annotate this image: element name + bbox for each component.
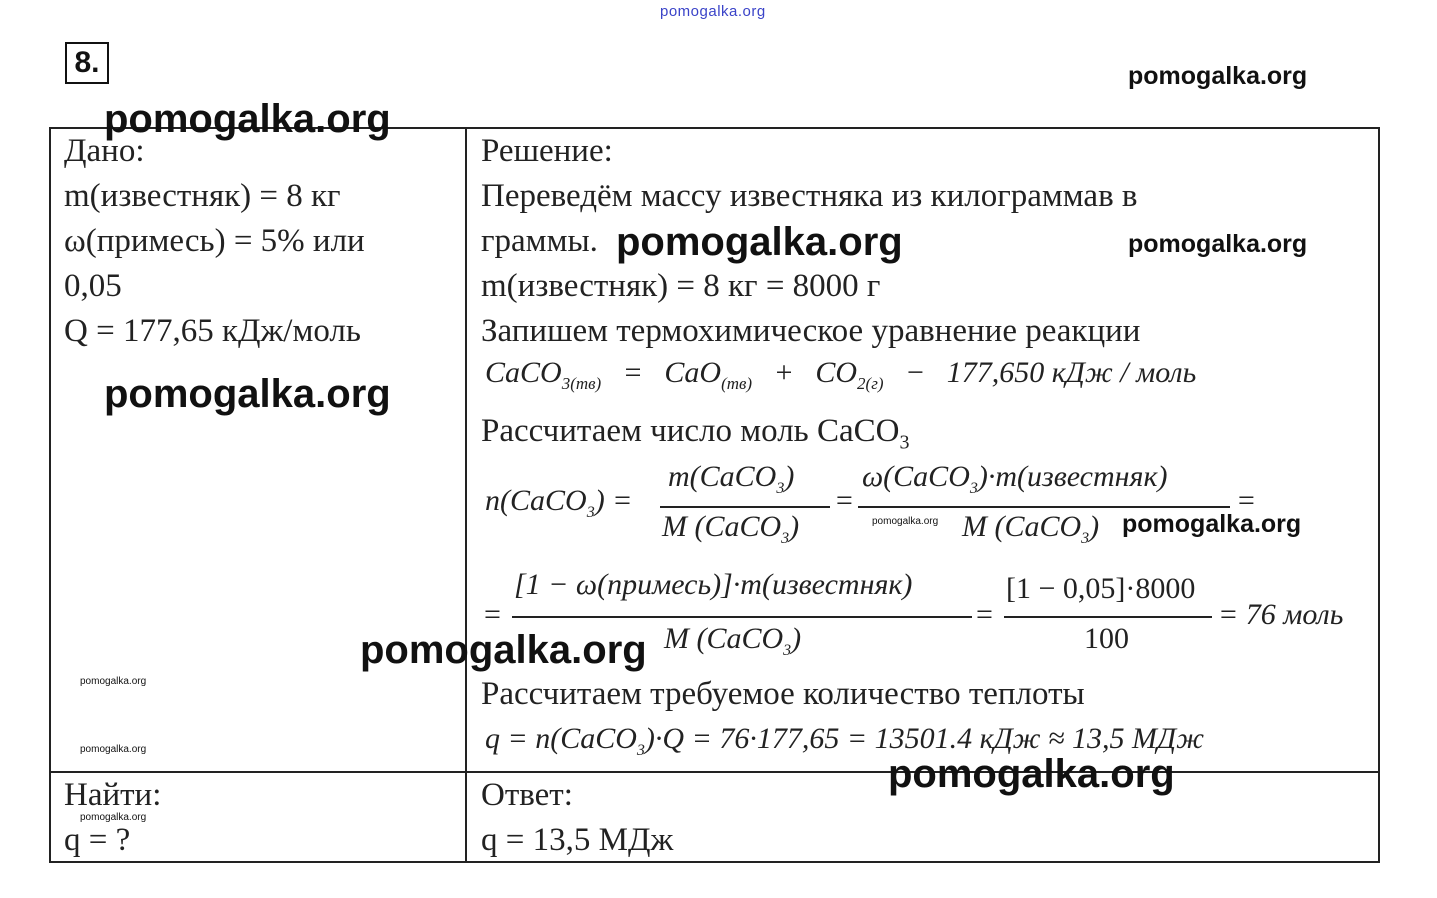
watermark-header-right: pomogalka.org	[1128, 62, 1308, 90]
f1-den2-end: )	[1089, 510, 1100, 543]
given-impurity: ω(примесь) = 5% или	[64, 223, 365, 259]
reactant: CaCO	[485, 356, 562, 389]
find-heading: Найти:	[64, 777, 162, 813]
formula3-sub: 3	[636, 742, 645, 759]
formula1-fraction-bar-1	[660, 506, 830, 508]
solution-line-convert: Переведём массу известняка из килограммав в	[481, 178, 1138, 214]
formula3-text: q = n(CaCO	[485, 722, 637, 755]
solution-line-mass: m(известняк) = 8 кг = 8000 г	[481, 268, 881, 304]
given-heat: Q = 177,65 кДж/моль	[64, 313, 361, 349]
moles-sub: 3	[899, 431, 910, 454]
reactant-sub: 3(тв)	[561, 374, 602, 393]
solution-line-grams: граммы.	[481, 223, 598, 259]
formula1-trailing-equals: =	[1236, 484, 1257, 517]
answer-value: q = 13,5 МДж	[481, 822, 674, 858]
f1-den1-sub: 3	[781, 530, 790, 547]
formula1-equals: =	[834, 484, 855, 517]
f1-num1-text: m(CaCO	[668, 460, 777, 493]
given-heading: Дано:	[64, 133, 145, 169]
f1-num2-sub: 3	[969, 480, 978, 497]
formula1-den2	[962, 510, 1099, 548]
formula1-lhs-text: n(CaCO	[485, 484, 587, 517]
formula1-lhs-end: ) =	[594, 484, 633, 517]
watermark-5: pomogalka.org	[1122, 510, 1302, 538]
formula2-fraction-bar-1	[512, 616, 972, 618]
watermark-small-4: pomogalka.org	[80, 812, 147, 823]
watermark-7: pomogalka.org	[888, 752, 1175, 796]
given-mass: m(известняк) = 8 кг	[64, 178, 341, 214]
formula1-den1	[662, 510, 799, 548]
given-impurity-fraction: 0,05	[64, 268, 122, 304]
product-co2-sub: 2(г)	[857, 374, 884, 393]
equation-plus: +	[773, 356, 794, 389]
formula2-result: = 76 моль	[1218, 598, 1344, 631]
formula1-fraction-bar-2	[858, 506, 1230, 508]
row-divider	[49, 771, 1380, 773]
formula3-end: )·Q = 76·177,65 = 13501.4 кДж ≈ 13,5 МДж	[644, 722, 1205, 755]
f2-den1-end: )	[791, 622, 802, 655]
column-divider	[465, 127, 467, 863]
f1-num2-end: )·m(известняк)	[977, 460, 1168, 493]
formula1-lhs	[485, 484, 632, 522]
answer-heading: Ответ:	[481, 777, 573, 813]
formula1-num2	[862, 460, 1167, 498]
solution-line-heat: Рассчитаем требуемое количество теплоты	[481, 676, 1085, 712]
product-cao: CaO	[664, 356, 722, 389]
formula2-fraction-bar-2	[1004, 616, 1212, 618]
watermark-3: pomogalka.org	[1128, 230, 1308, 258]
thermochemical-equation	[485, 356, 1196, 394]
solution-line-equation-intro: Запишем термохимическое уравнение реакции	[481, 313, 1141, 349]
f1-den1-end: )	[789, 510, 800, 543]
formula2-equals: =	[976, 598, 993, 631]
solution-line-moles	[481, 409, 909, 466]
f1-num1-end: )	[784, 460, 795, 493]
equation-minus: −	[905, 356, 926, 389]
watermark-6: pomogalka.org	[360, 628, 647, 672]
watermark-small-1: pomogalka.org	[872, 516, 939, 527]
formula2-den2: 100	[1084, 622, 1129, 655]
moles-text: Рассчитаем число моль CaCO	[481, 413, 900, 449]
watermark-small-3: pomogalka.org	[80, 744, 147, 755]
f2-den1-sub: 3	[783, 642, 792, 659]
watermark-2: pomogalka.org	[616, 220, 903, 264]
formula1-num1	[668, 460, 794, 498]
find-value: q = ?	[64, 822, 131, 858]
f1-num1-sub: 3	[776, 480, 785, 497]
problem-number: 8.	[65, 42, 109, 84]
f1-num2-text: ω(CaCO	[862, 460, 970, 493]
product-co2: CO	[815, 356, 858, 389]
f1-den2-text: M (CaCO	[962, 510, 1082, 543]
formula2-num1: [1 − ω(примесь)]·m(известняк)	[514, 568, 913, 601]
formula2-den1	[664, 622, 801, 660]
equation-energy: 177,650 кДж / моль	[946, 356, 1197, 389]
f2-den1-text: M (CaCO	[664, 622, 784, 655]
watermark-small-2: pomogalka.org	[80, 676, 147, 687]
equation-equals: =	[622, 356, 643, 389]
solution-heading: Решение:	[481, 133, 613, 169]
product-cao-sub: (тв)	[721, 374, 753, 393]
formula2-lead: =	[484, 598, 501, 631]
watermark-4: pomogalka.org	[104, 372, 391, 416]
f1-den2-sub: 3	[1081, 530, 1090, 547]
f1-den1-text: M (CaCO	[662, 510, 782, 543]
formula1-lhs-sub: 3	[586, 504, 595, 521]
watermark-top: pomogalka.org	[660, 3, 766, 20]
watermark-1: pomogalka.org	[104, 97, 391, 141]
formula2-num2: [1 − 0,05]·8000	[1006, 572, 1196, 605]
